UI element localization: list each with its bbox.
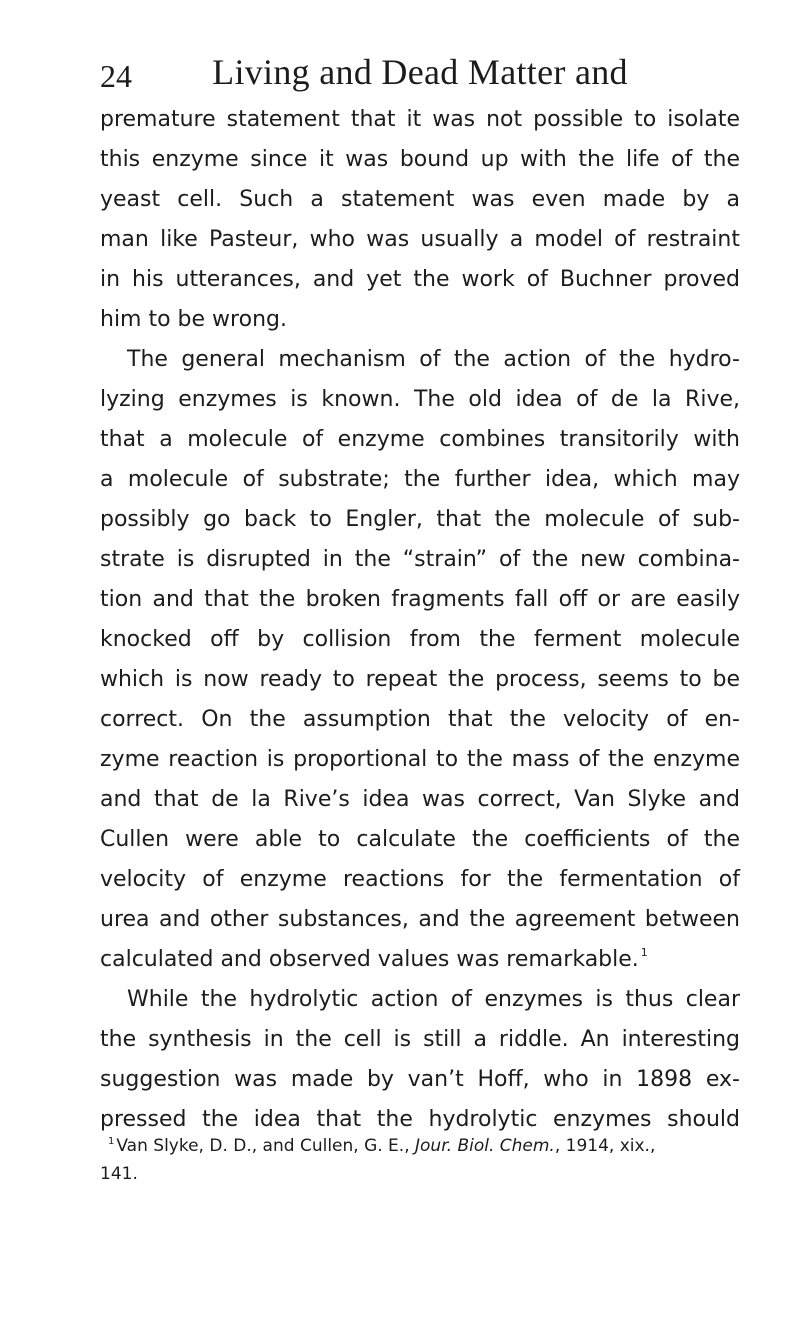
footnote-pages: 141. [100, 1164, 138, 1184]
footnote-marker: 1 [108, 1136, 115, 1147]
running-title: Living and Dead Matter and [212, 52, 628, 92]
footnote-citation: , 1914, xix., [554, 1136, 656, 1156]
page-header [100, 50, 740, 100]
text-line: urea and other substances, and the agreement between [100, 907, 740, 932]
text-line: suggestion was made by van’t Hoff, who in 1898 ex- [100, 1067, 740, 1092]
page-number: 24 [100, 58, 132, 94]
footnote-journal: Jour. Biol. Chem. [415, 1136, 555, 1156]
text-line: yeast cell. Such a statement was even made by a [100, 187, 740, 212]
footnote-reference[interactable]: 1 [640, 946, 648, 959]
footnote-line [100, 1132, 740, 1160]
text-line: possibly go back to Engler, that the molecule of sub- [100, 507, 740, 532]
text-line: Cullen were able to calculate the coefficients of the [100, 827, 740, 852]
text-line: the synthesis in the cell is still a riddle. An interesting [100, 1027, 740, 1052]
text-line: zyme reaction is proportional to the mass of the enzyme [100, 747, 740, 772]
text-line: a molecule of substrate; the further idea, which may [100, 467, 740, 492]
text-line: premature statement that it was not possible to isolate [100, 107, 740, 132]
text-line: this enzyme since it was bound up with the life of the [100, 147, 740, 172]
text-line: which is now ready to repeat the process, seems to be [100, 667, 740, 692]
text-line: velocity of enzyme reactions for the fermentation of [100, 867, 740, 892]
text-line: and that de la Rive’s idea was correct, Van Slyke and [100, 787, 740, 812]
text-line: strate is disrupted in the “strain” of the new combina- [100, 547, 740, 572]
text-line: man like Pasteur, who was usually a model of restraint [100, 227, 740, 252]
text-line: in his utterances, and yet the work of Buchner proved [100, 267, 740, 292]
body-text [100, 100, 740, 1140]
footnote-authors: Van Slyke, D. D., and Cullen, G. E., [116, 1136, 410, 1156]
text-line: calculated and observed values was remarkable. [100, 947, 639, 972]
text-line: pressed the idea that the hydrolytic enzymes should [100, 1107, 740, 1132]
text-line: him to be wrong. [100, 307, 287, 332]
text-line: tion and that the broken fragments fall off or are easily [100, 587, 740, 612]
text-line-with-footnote [100, 940, 740, 980]
text-line: While the hydrolytic action of enzymes is thus clear [127, 987, 740, 1012]
text-line: knocked off by collision from the ferment molecule [100, 627, 740, 652]
footnote [100, 1132, 740, 1188]
text-line: lyzing enzymes is known. The old idea of de la Rive, [100, 387, 740, 412]
text-line: The general mechanism of the action of the hydro- [127, 347, 740, 372]
text-line: that a molecule of enzyme combines transitorily with [100, 427, 740, 452]
text-line: correct. On the assumption that the velocity of en- [100, 707, 740, 732]
